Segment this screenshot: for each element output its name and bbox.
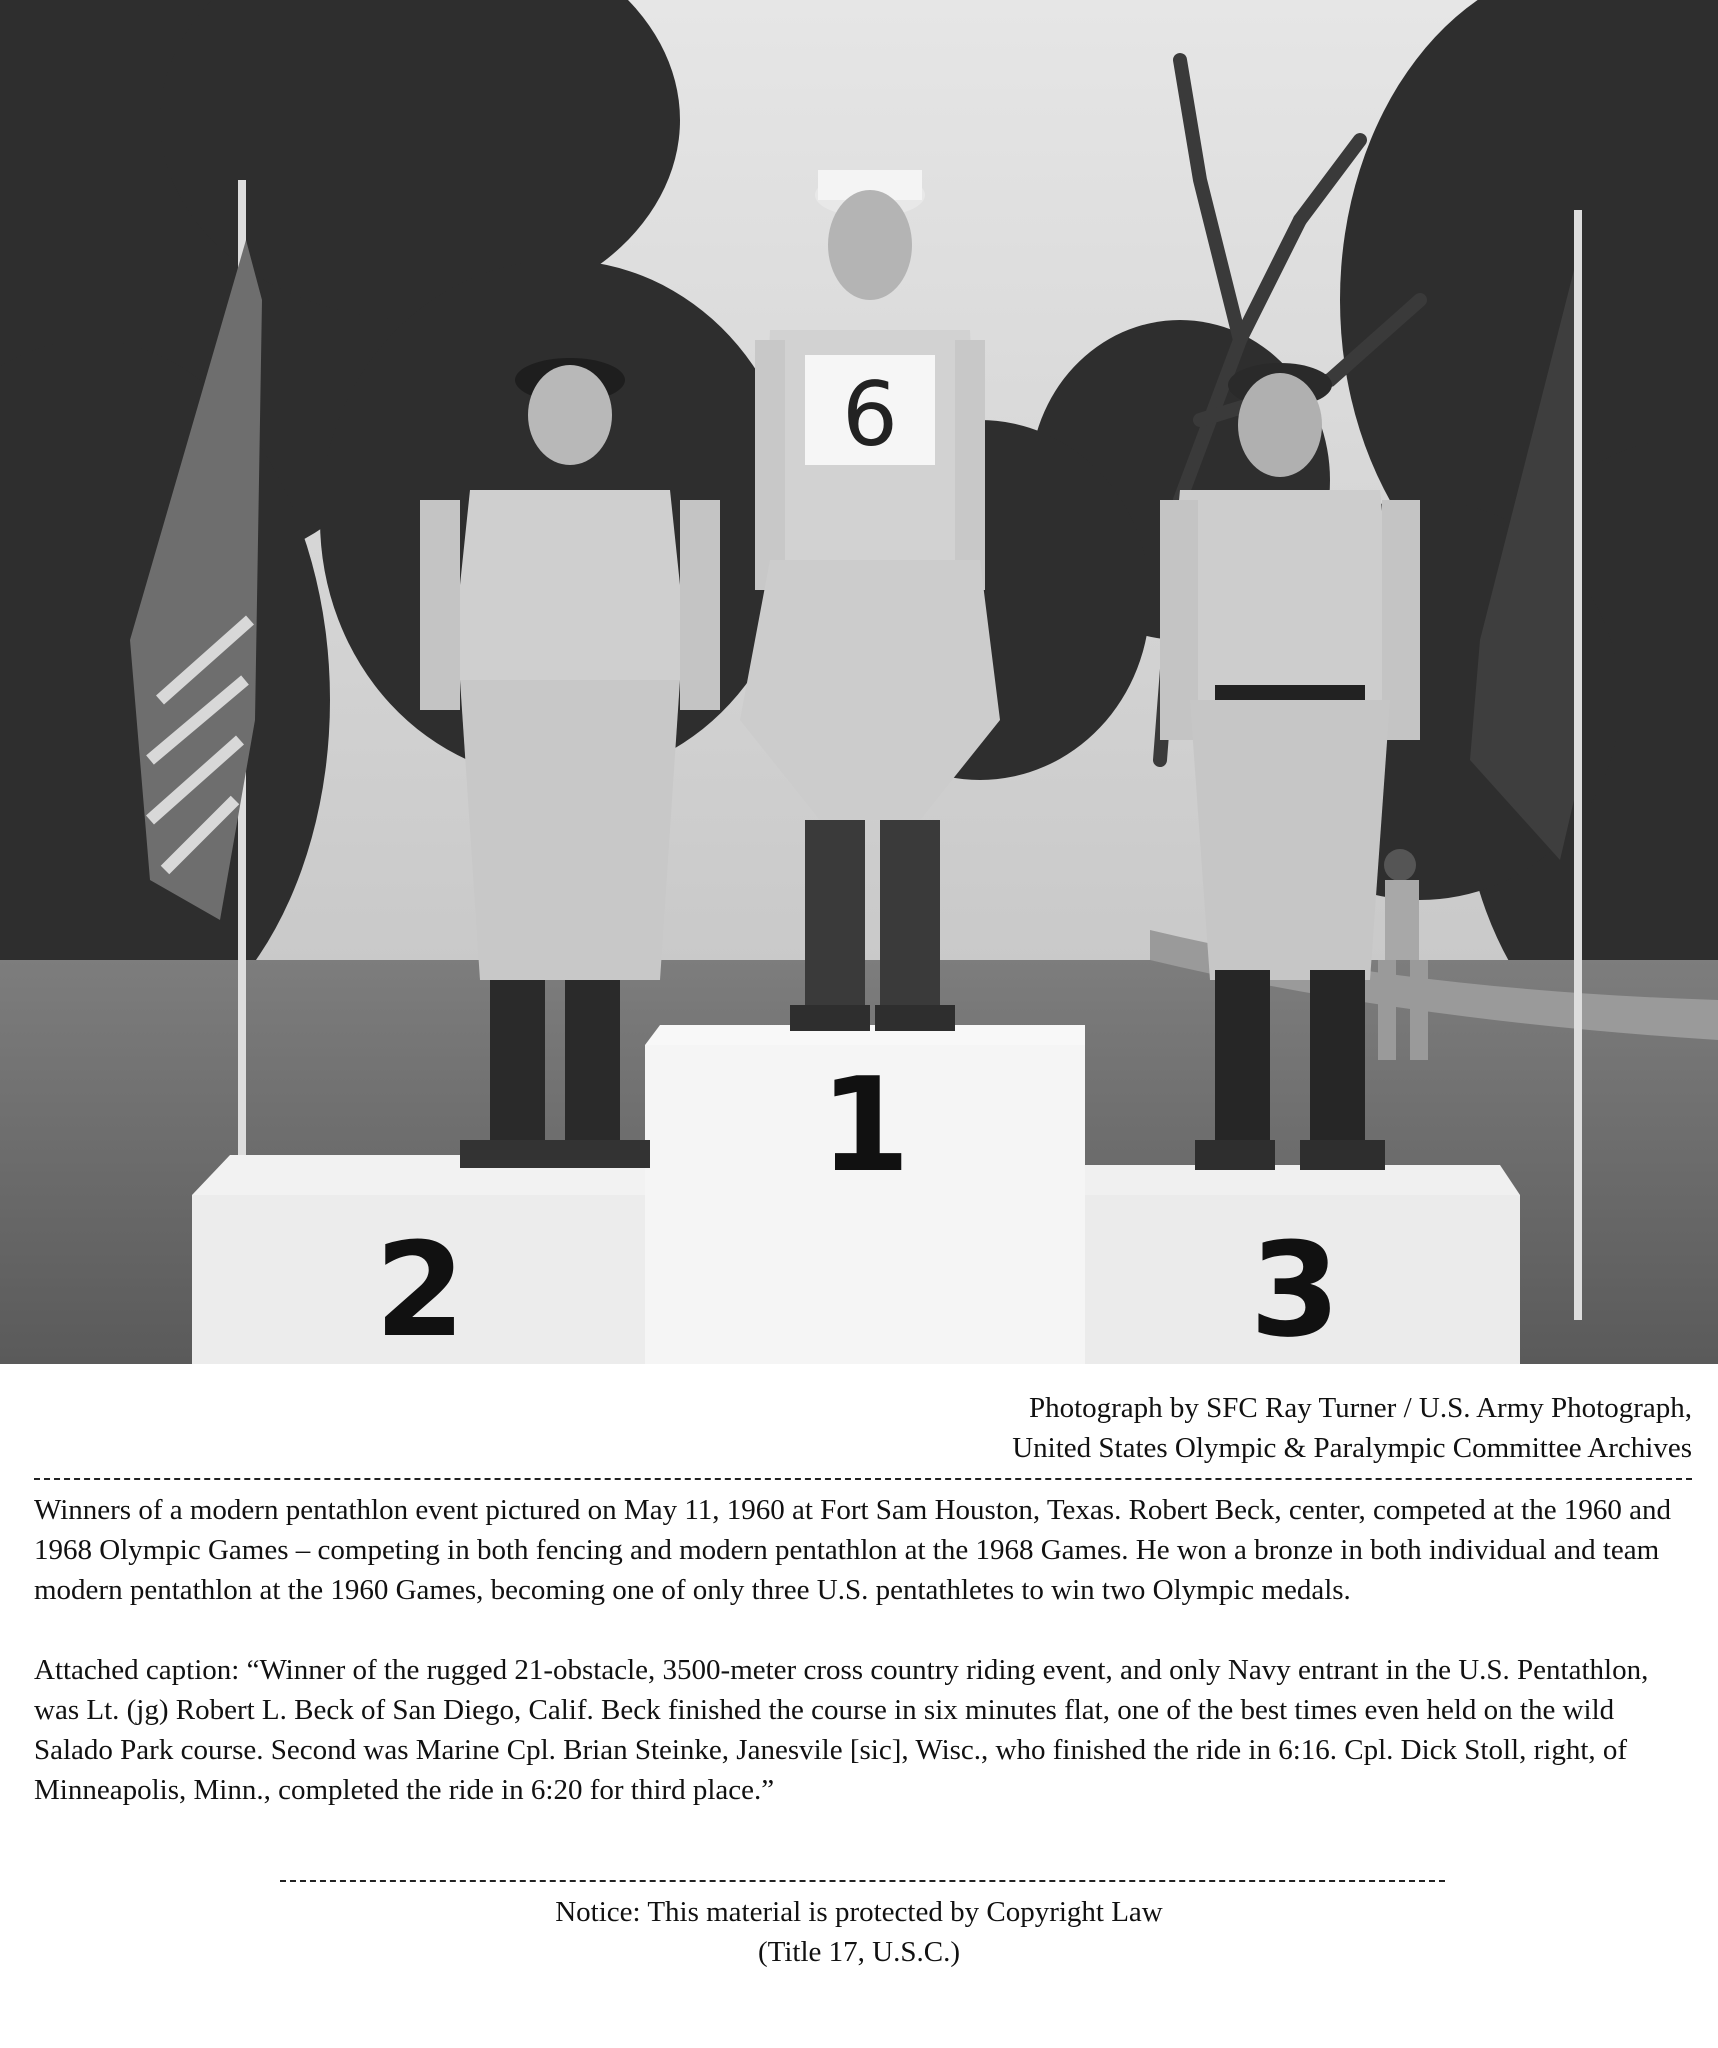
notice-line-2: (Title 17, U.S.C.) xyxy=(758,1936,960,1968)
bib-number: 6 xyxy=(842,363,898,466)
podium-number-1: 1 xyxy=(819,1049,911,1201)
credit-line-2: United States Olympic & Paralympic Committee Archives xyxy=(1012,1432,1692,1464)
caption-paragraph-1: Winners of a modern pentathlon event pictured on May 11, 1960 at Fort Sam Houston, Texas. Robert Beck, center, competed at the 1960 and 1968 Olympic Games – competing in both fencing and modern pentathlon at the 1968 Games. He won a bronze in both individual and team modern pentathlon at the 1960 Games, becoming one of only three U.S. pentathletes to win two Olympic medals. xyxy=(34,1494,1671,1606)
dashed-divider-top xyxy=(34,1478,1692,1480)
dashed-divider-bottom xyxy=(280,1880,1445,1882)
caption-paragraph-2: Attached caption: “Winner of the rugged 21-obstacle, 3500-meter cross country riding event, and only Navy entrant in the U.S. Pentathlon, was Lt. (jg) Robert L. Beck of San Diego, Calif. Beck finished the course in six minutes flat, one of the best times even held on the wild Salado Park course. Second was Marine Cpl. Brian Steinke, Janesvile [sic], Wisc., who finished the ride in 6:16. Cpl. Dick Stoll, right, of Minneapolis, Minn., completed the ride in 6:20 for third place.” xyxy=(34,1654,1649,1806)
caption-text xyxy=(34,1490,1692,1850)
podium-number-3: 3 xyxy=(1249,1214,1341,1364)
photo-credit xyxy=(1012,1388,1692,1468)
notice-line-1: Notice: This material is protected by Copyright Law xyxy=(555,1896,1163,1928)
right-flagpole xyxy=(1574,210,1582,1320)
copyright-notice xyxy=(0,1892,1718,1972)
credit-line-1: Photograph by SFC Ray Turner / U.S. Army Photograph, xyxy=(1028,1392,1692,1424)
podium-number-2: 2 xyxy=(374,1214,466,1364)
